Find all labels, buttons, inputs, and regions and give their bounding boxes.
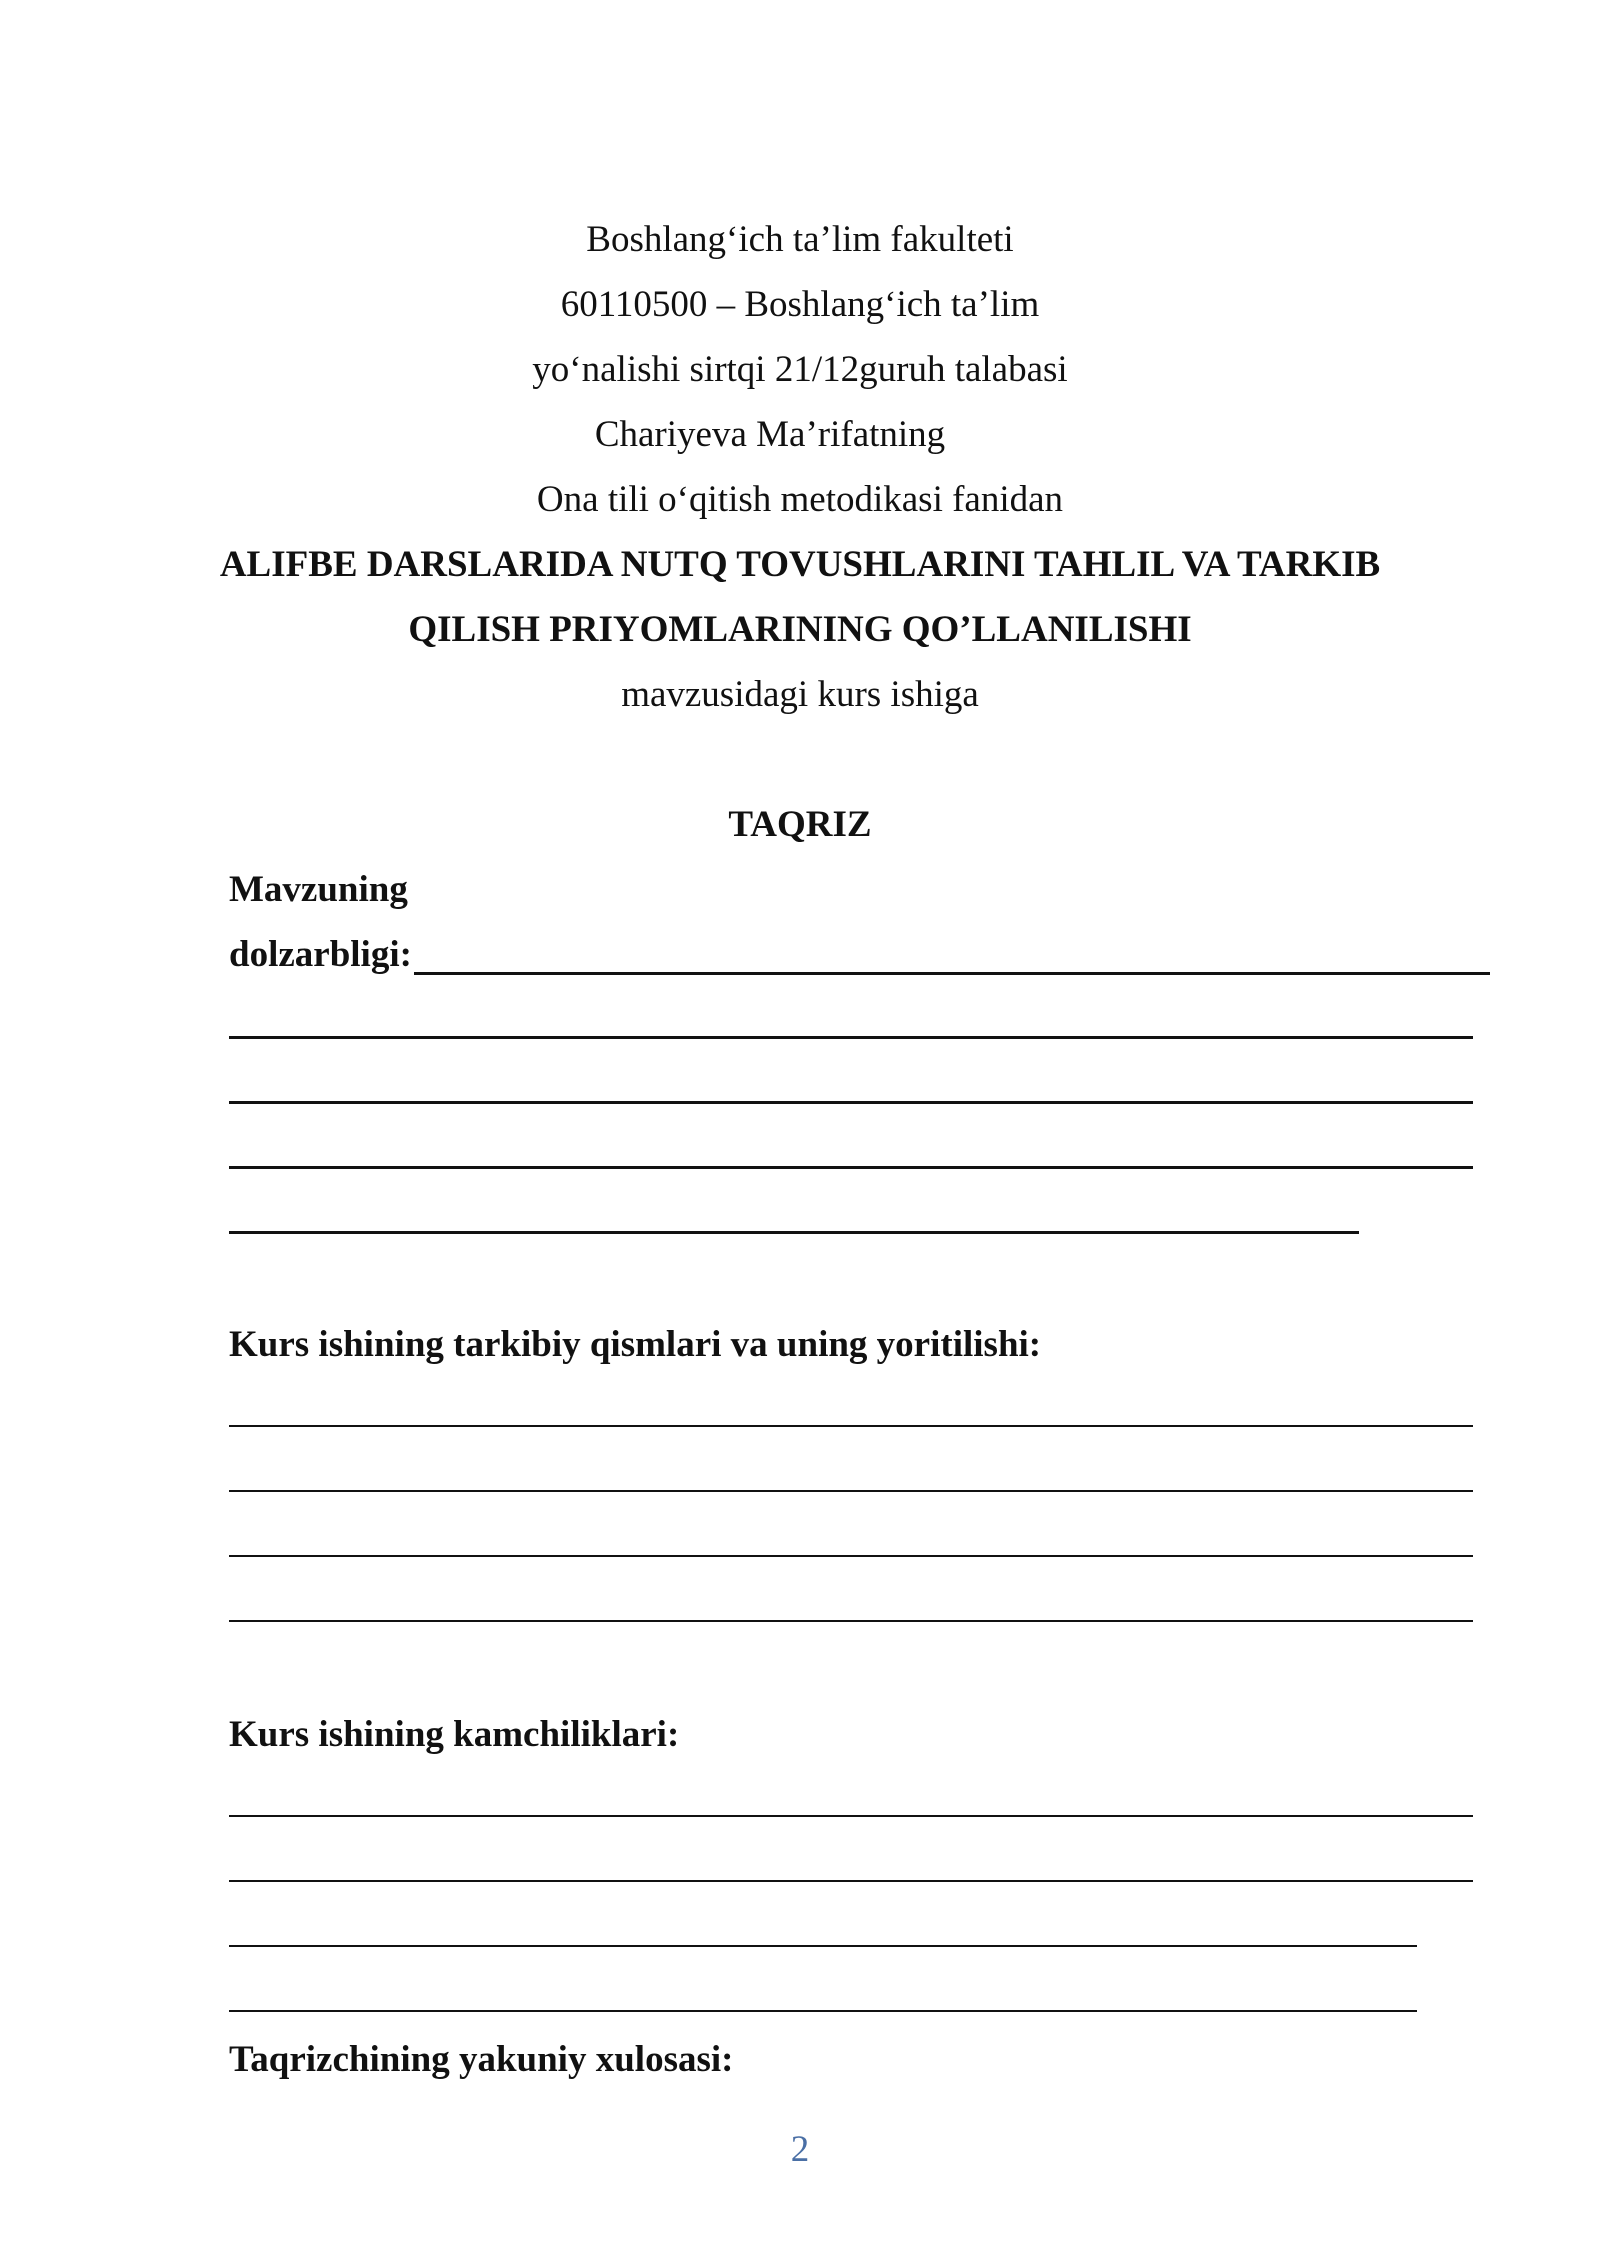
program-line: 60110500 – Boshlang‘ich ta’lim	[560, 284, 1040, 325]
shortcomings-blank-line	[229, 1815, 1473, 1817]
review-title: TAQRIZ	[728, 804, 872, 845]
student-line: Chariyeva Ma’rifatning	[594, 414, 946, 455]
shortcomings-label: Kurs ishining kamchiliklari:	[229, 1714, 680, 1755]
conclusion-label: Taqrizchining yakuniy xulosasi:	[229, 2039, 734, 2080]
topic-title-line-1: ALIFBE DARSLARIDA NUTQ TOVUSHLARINI TAHLIL VA TARKIB	[219, 544, 1381, 585]
structure-blank-line	[229, 1490, 1473, 1492]
page-number: 2	[790, 2129, 810, 2170]
subject-line: Ona tili o‘qitish metodikasi fanidan	[536, 479, 1064, 520]
relevance-blank-line	[229, 1101, 1473, 1104]
relevance-blank-line	[229, 1036, 1473, 1039]
faculty-line: Boshlang‘ich ta’lim fakulteti	[586, 219, 1014, 260]
topic-suffix-line: mavzusidagi kurs ishiga	[621, 674, 979, 715]
structure-blank-line	[229, 1620, 1473, 1622]
shortcomings-blank-line	[229, 1880, 1473, 1882]
relevance-blank-line	[229, 1166, 1473, 1169]
structure-blank-line	[229, 1555, 1473, 1557]
relevance-blank-line	[229, 1231, 1359, 1234]
structure-label: Kurs ishining tarkibiy qismlari va uning yoritilishi:	[229, 1324, 1042, 1365]
shortcomings-blank-line	[229, 1945, 1417, 1947]
shortcomings-blank-line	[229, 2010, 1417, 2012]
topic-title-line-2: QILISH PRIYOMLARINING QO’LLANILISHI	[408, 609, 1192, 650]
structure-blank-line	[229, 1425, 1473, 1427]
relevance-label-1: Mavzuning	[229, 869, 408, 910]
relevance-blank-line	[414, 972, 1490, 975]
relevance-label-2: dolzarbligi:	[229, 934, 412, 975]
group-line: yo‘nalishi sirtqi 21/12guruh talabasi	[532, 349, 1068, 390]
